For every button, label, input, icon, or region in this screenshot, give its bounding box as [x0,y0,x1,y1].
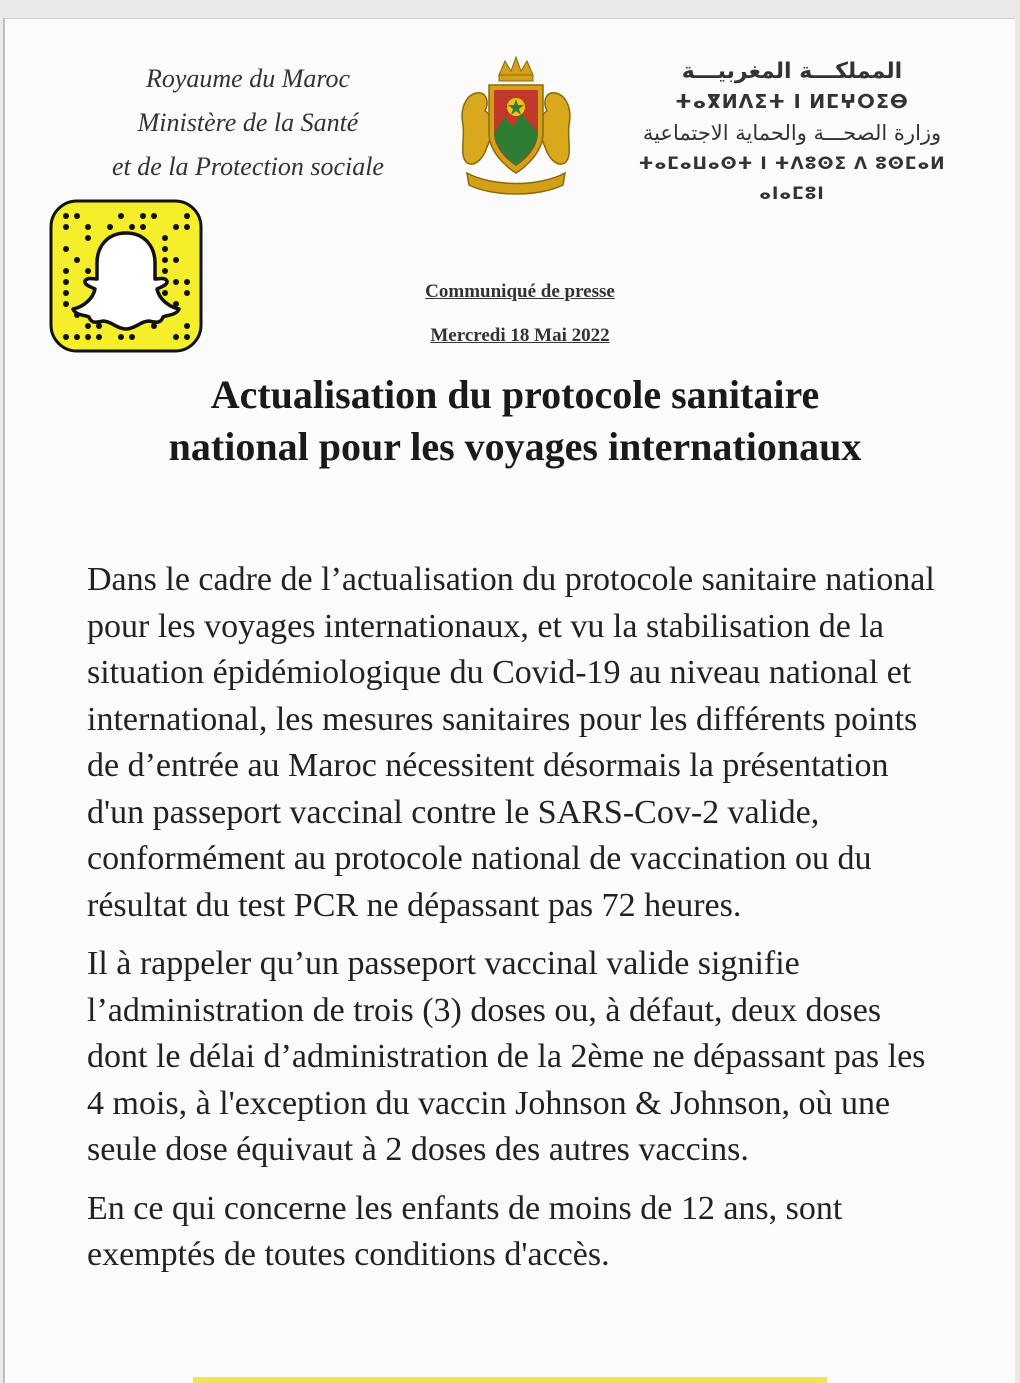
snapcode-dot [140,224,146,230]
body-text [87,557,937,1291]
snapcode-dot [162,290,168,296]
snapcode-dot [118,213,124,219]
snapcode-dot [63,279,69,285]
snapcode-dot [184,224,190,230]
snapcode-dot [107,224,113,230]
snapcode-dot [184,213,190,219]
snapcode-dot [129,224,135,230]
snapcode-dot [184,279,190,285]
snapcode-dot [162,246,168,252]
snapcode-dot [162,268,168,274]
snapcode-dot [173,334,179,340]
snapcode-dot [85,224,91,230]
snapcode-dot [96,323,102,329]
snapcode-dot [74,257,80,263]
press-release-document [3,18,1015,1383]
snapcode-dot [63,268,69,274]
snapcode-dot [85,323,91,329]
paragraph-1: Dans le cadre de l’actualisation du protocole sanitaire national pour les voyages internationaux, et vu la stabilisation de la situation épidémiologique du Covid-19 au niveau national et international, les mesures sanitaires pour les différents points de d’entrée au Maroc nécessitent désormais la présentation d'un passeport vaccinal contre le SARS-Cov-2 valide, conformément au protocole national de vaccination ou du résultat du test PCR ne dépassant pas 72 heures. [87,561,935,924]
paragraph-2: Il à rappeler qu’un passeport vaccinal valide signifie l’administration de trois (3) doses ou, à défaut, deux doses dont le délai d’administration de la 2ème ne dépassant pas les 4 mois, à l'exception du vaccin Johnson & Johnson, où une seule dose équivaut à 2 doses des autres vaccins. [87,945,926,1168]
header-ministry-fr: Ministère de la Santé [137,108,359,137]
snapcode-dot [85,268,91,274]
title-line-1: Actualisation du protocole sanitaire [210,372,820,417]
snapcode-dot [63,224,69,230]
snapcode-dot [96,334,102,340]
snapcode-dot [63,334,69,340]
header-ministry-fr-line2: et de la Protection sociale [112,152,384,181]
header-ministry-ar: وزارة الصحـــة والحماية الاجتماعية [642,121,942,145]
moroccan-coat-of-arms-icon [453,55,579,197]
snapcode-dot [184,323,190,329]
press-release-date: Mercredi 18 Mai 2022 [430,325,610,346]
snapcode-dot [63,213,69,219]
snapchat-ghost-icon[interactable] [49,199,203,353]
snapcode-dot [184,290,190,296]
snapcode-dot [162,257,168,263]
snapcode-dot [63,301,69,307]
snapcode-dot [184,334,190,340]
yellow-divider [193,1377,827,1383]
snapcode-dot [129,334,135,340]
page-title [65,369,965,473]
header-ministry-tifinagh: ⵜⴰⵎⴰⵡⴰⵙⵜ ⵏ ⵜⴷⵓⵙⵉ ⴷ ⵓⵙⵎⴰⵍ ⴰⵏⴰⵎⵓⵏ [638,154,946,204]
snapcode-dot [63,290,69,296]
header-kingdom-tifinagh: ⵜⴰⴳⵍⴷⵉⵜ ⵏ ⵍⵎⵖⵔⵉⴱ [675,91,909,113]
snapcode-dot [118,334,124,340]
snapcode-dot [63,246,69,252]
snapcode-dot [74,334,80,340]
snapcode-dot [85,334,91,340]
title-line-2: national pour les voyages internationaux [168,424,862,469]
paragraph-3: En ce qui concerne les enfants de moins de 12 ans, sont exemptés de toutes conditions d'accès. [87,1189,843,1273]
header-arabic-block [617,57,967,209]
snapcode-dot [140,213,146,219]
header-kingdom-fr: Royaume du Maroc [145,64,351,93]
snapcode-dot [162,235,168,241]
header-kingdom-ar: المملكـــة المغربيـــة [681,59,903,84]
snapcode-dot [151,213,157,219]
snapcode-dot [173,224,179,230]
snapcode-dot [85,235,91,241]
snapcode-dot [173,279,179,285]
snapcode-dot [173,257,179,263]
snapcode-dot [74,213,80,219]
header-french-block [83,57,413,189]
press-release-label: Communiqué de presse [425,281,615,302]
